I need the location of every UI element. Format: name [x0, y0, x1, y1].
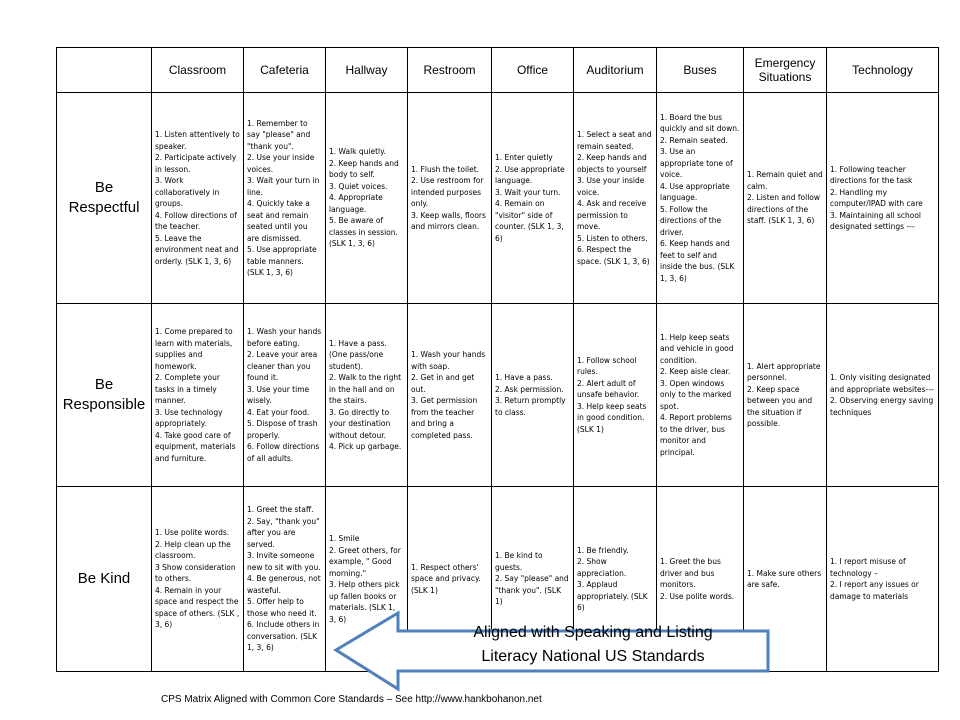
expectation-item: 2. I report any issues or damage to materials: [830, 580, 919, 601]
cell-be-respectful-buses: [657, 93, 744, 304]
expectation-item: 1. Wash your hands before eating.: [247, 327, 322, 348]
cell-be-kind-technology: [827, 487, 939, 672]
expectation-item: 2. Ask permission.: [495, 384, 564, 394]
expectation-item: 6. Include others in conversation. (SLK 1, 3, 6): [247, 620, 320, 653]
expectation-item: 1. Have a pass.: [495, 373, 553, 382]
expectation-item: 3. Quiet voices.: [329, 181, 388, 191]
expectation-item: 1. Listen attentively to speaker.: [155, 130, 240, 151]
matrix-row-be-respectful: [57, 93, 939, 304]
cell-be-responsible-emergency-situations: [744, 304, 827, 487]
column-header-auditorium: Auditorium: [574, 48, 657, 93]
callout-line-2: Literacy National US Standards: [481, 648, 705, 665]
cell-be-responsible-office: [492, 304, 574, 487]
expectation-item: 3. Use an appropriate tone of voice.: [660, 147, 733, 180]
expectation-item: 2. Remain seated.: [660, 135, 728, 145]
expectation-item: 1. Be friendly.: [577, 545, 629, 555]
expectation-item: 1. Respect others' space and privacy. (SLK 1): [411, 562, 481, 595]
expectation-item: 3. Maintaining all school designated settings ---: [830, 210, 921, 231]
callout-line-1: Aligned with Speaking and Listing: [473, 624, 713, 641]
expectation-item: 2. Use your inside voices.: [247, 153, 315, 174]
expectation-item: 1. Only visiting designated and appropriate websites---: [830, 373, 934, 394]
expectation-item: 2. Complete your tasks in a timely manner.: [155, 373, 220, 405]
expectation-item: 1. Be kind to guests.: [495, 551, 543, 572]
cell-be-responsible-buses: [657, 304, 744, 487]
cell-be-respectful-restroom: [408, 93, 492, 304]
cell-be-respectful-office: [492, 93, 574, 304]
expectation-item: 2. Get in and get out.: [411, 373, 475, 394]
expectation-item: 5. Listen to others.: [577, 233, 648, 243]
expectation-item: 3. Work collaboratively in groups.: [155, 176, 220, 208]
expectation-item: 3. Invite someone new to sit with you.: [247, 551, 321, 572]
column-header-buses: Buses: [657, 48, 744, 93]
expectation-item: 2. Show appreciation.: [577, 557, 627, 578]
expectation-item: 1. I report misuse of technology –: [830, 557, 906, 578]
expectation-item: 2. Keep hands and body to self.: [329, 158, 399, 180]
expectation-item: 4. Quickly take a seat and remain seated until you are dismissed.: [247, 199, 310, 243]
cell-be-responsible-auditorium: [574, 304, 657, 487]
expectation-item: 5. Use appropriate table manners. (SLK 1, 3, 6): [247, 245, 317, 277]
cell-be-responsible-cafeteria: [244, 304, 326, 487]
expectation-item: 4. Follow directions of the teacher.: [155, 210, 237, 231]
column-header-classroom: Classroom: [152, 48, 244, 93]
row-header-be-responsible: Be Responsible: [57, 304, 152, 487]
expectation-item: 2. Use appropriate language.: [495, 164, 565, 185]
expectation-item: 4. Be generous, not wasteful.: [247, 574, 321, 595]
expectation-item: 4. Take good care of equipment, materials and furniture.: [155, 430, 236, 463]
expectation-item: 2. Greet others, for example, " Good morning.": [329, 545, 401, 578]
expectation-item: 3. Get permission from the teacher and bring a completed pass.: [411, 396, 478, 440]
matrix-row-be-responsible: [57, 304, 939, 487]
expectation-item: 5. Follow the directions of the driver.: [660, 204, 722, 237]
expectation-item: 2. Use polite words.: [660, 591, 735, 601]
expectation-item: 3. Wait your turn in line.: [247, 176, 320, 197]
expectation-item: 2. Help clean up the classroom.: [155, 539, 231, 561]
expectation-item: 3. Go directly to your destination without detour.: [329, 407, 391, 440]
expectation-item: 4. Ask and receive permission to move.: [577, 199, 647, 231]
cell-be-kind-cafeteria: [244, 487, 326, 672]
expectation-item: 1. Board the bus quickly and sit down.: [660, 112, 740, 134]
expectation-item: 6. Keep hands and feet to self and inside the bus. (SLK 1, 3, 6): [660, 239, 735, 283]
expectation-item: 4. Pick up garbage.: [329, 442, 402, 451]
expectation-item: 5. Offer help to those who need it.: [247, 597, 317, 618]
expectation-item: 4. Eat your food.: [247, 407, 310, 417]
expectation-item: 4. Use appropriate language.: [660, 181, 730, 203]
column-header-restroom: Restroom: [408, 48, 492, 93]
expectation-item: 2. Keep aisle clear.: [660, 367, 731, 377]
expectation-item: 2. Use restroom for intended purposes only.: [411, 176, 484, 208]
cell-be-responsible-restroom: [408, 304, 492, 487]
column-header-office: Office: [492, 48, 574, 93]
expectation-item: 2. Keep hands and objects to yourself: [577, 153, 647, 174]
expectation-item: 3. Keep walls, floors and mirrors clean.: [411, 210, 486, 231]
expectation-item: 1. Select a seat and remain seated.: [577, 130, 652, 151]
cell-be-responsible-classroom: [152, 304, 244, 487]
expectation-item: 5. Dispose of trash properly.: [247, 419, 318, 440]
expectation-item: 3. Help keep seats in good condition. (SLK 1): [577, 401, 647, 434]
expectation-item: 3 Show consideration to others.: [155, 562, 236, 584]
expectation-item: 4. Remain on "visitor" side of counter. (SLK 1, 3, 6): [495, 199, 564, 243]
header-row: [57, 48, 939, 93]
expectation-item: 1. Alert appropriate personnel.: [747, 361, 821, 382]
expectation-item: 1. Greet the bus driver and bus monitors.: [660, 557, 721, 589]
expectation-item: 2. Observing energy saving techniques: [830, 396, 934, 417]
column-header-technology: Technology: [827, 48, 939, 93]
expectation-item: 3. Wait your turn.: [495, 187, 561, 197]
expectation-item: 3. Open windows only to the marked spot.: [660, 378, 732, 411]
expectation-item: 1. Enter quietly: [495, 153, 553, 162]
expectation-item: 2. Handling my computer/IPAD with care: [830, 187, 923, 208]
expectation-item: 1. Follow school rules.: [577, 355, 637, 377]
expectation-item: 1. Remain quiet and calm.: [747, 170, 823, 191]
expectation-item: 1. Greet the staff.: [247, 505, 314, 515]
expectation-item: 2. Say "please" and "thank you". (SLK 1): [495, 574, 569, 607]
expectation-item: 3. Return promptly to class.: [495, 396, 566, 417]
expectation-item: 1. Have a pass. (One pass/one student).: [329, 338, 387, 371]
expectation-item: 1. Help keep seats and vehicle in good condition.: [660, 332, 734, 365]
cell-be-respectful-auditorium: [574, 93, 657, 304]
expectation-item: 4. Appropriate language.: [329, 193, 383, 214]
behavior-matrix-table: [56, 47, 939, 672]
expectation-item: 1. Wash your hands with soap.: [411, 350, 486, 371]
expectation-item: 1. Following teacher directions for the task: [830, 164, 913, 185]
expectation-item: 2. Leave your area cleaner than you found it.: [247, 350, 318, 382]
cell-be-respectful-emergency-situations: [744, 93, 827, 304]
expectation-item: 2. Walk to the right in the hall and on the stairs.: [329, 373, 402, 405]
expectation-item: 4. Remain in your space and respect the space of others. (SLK , 3, 6): [155, 585, 240, 630]
callout-text: [398, 621, 788, 669]
expectation-item: 1. Make sure others are safe.: [747, 568, 822, 589]
expectation-item: 2. Listen and follow directions of the staff. (SLK 1, 3, 6): [747, 193, 821, 226]
expectation-item: 3. Use your inside voice.: [577, 176, 645, 197]
column-header-cafeteria: Cafeteria: [244, 48, 326, 93]
expectation-item: 2. Keep space between you and the situation if possible.: [747, 384, 813, 428]
expectation-item: 2. Participate actively in lesson.: [155, 153, 237, 174]
expectation-item: 6. Follow directions of all adults.: [247, 442, 320, 463]
expectation-item: 6. Respect the space. (SLK 1, 3, 6): [577, 245, 650, 266]
row-header-be-respectful: Be Respectful: [57, 93, 152, 304]
cell-be-responsible-technology: [827, 304, 939, 487]
corner-cell: [57, 48, 152, 93]
expectation-item: 4. Report problems to the driver, bus monitor and principal.: [660, 413, 732, 457]
cell-be-respectful-classroom: [152, 93, 244, 304]
expectation-item: 1. Remember to say "please" and "thank you".: [247, 118, 311, 151]
expectation-item: 5. Leave the environment neat and orderly. (SLK 1, 3, 6): [155, 233, 239, 266]
cell-be-respectful-cafeteria: [244, 93, 326, 304]
expectation-item: 3. Help others pick up fallen books or materials. (SLK 1, 3, 6): [329, 580, 400, 624]
column-header-emergency-situations: Emergency Situations: [744, 48, 827, 93]
expectation-item: 3. Use technology appropriately.: [155, 407, 223, 428]
expectation-item: 5. Be aware of classes in session. (SLK 1, 3, 6): [329, 216, 398, 249]
expectation-item: 1. Use polite words.: [155, 528, 230, 538]
expectation-item: 2. Say, "thank you" after you are served.: [247, 516, 320, 549]
expectation-item: 2. Alert adult of unsafe behavior.: [577, 378, 640, 400]
row-header-be-kind: Be Kind: [57, 487, 152, 672]
expectation-item: 1. Smile: [329, 534, 360, 543]
footer-caption: CPS Matrix Aligned with Common Core Standards – See http://www.hankbohanon.net: [161, 694, 542, 705]
cell-be-kind-classroom: [152, 487, 244, 672]
expectation-item: 1. Come prepared to learn with materials, supplies and homework.: [155, 327, 233, 371]
expectation-item: 3. Applaud appropriately. (SLK 6): [577, 580, 648, 612]
cell-be-respectful-technology: [827, 93, 939, 304]
expectation-item: 1. Flush the toilet.: [411, 164, 480, 174]
cell-be-respectful-hallway: [326, 93, 408, 304]
column-header-hallway: Hallway: [326, 48, 408, 93]
expectation-item: 3. Use your time wisely.: [247, 384, 310, 405]
cell-be-responsible-hallway: [326, 304, 408, 487]
expectation-item: 1. Walk quietly.: [329, 147, 386, 157]
